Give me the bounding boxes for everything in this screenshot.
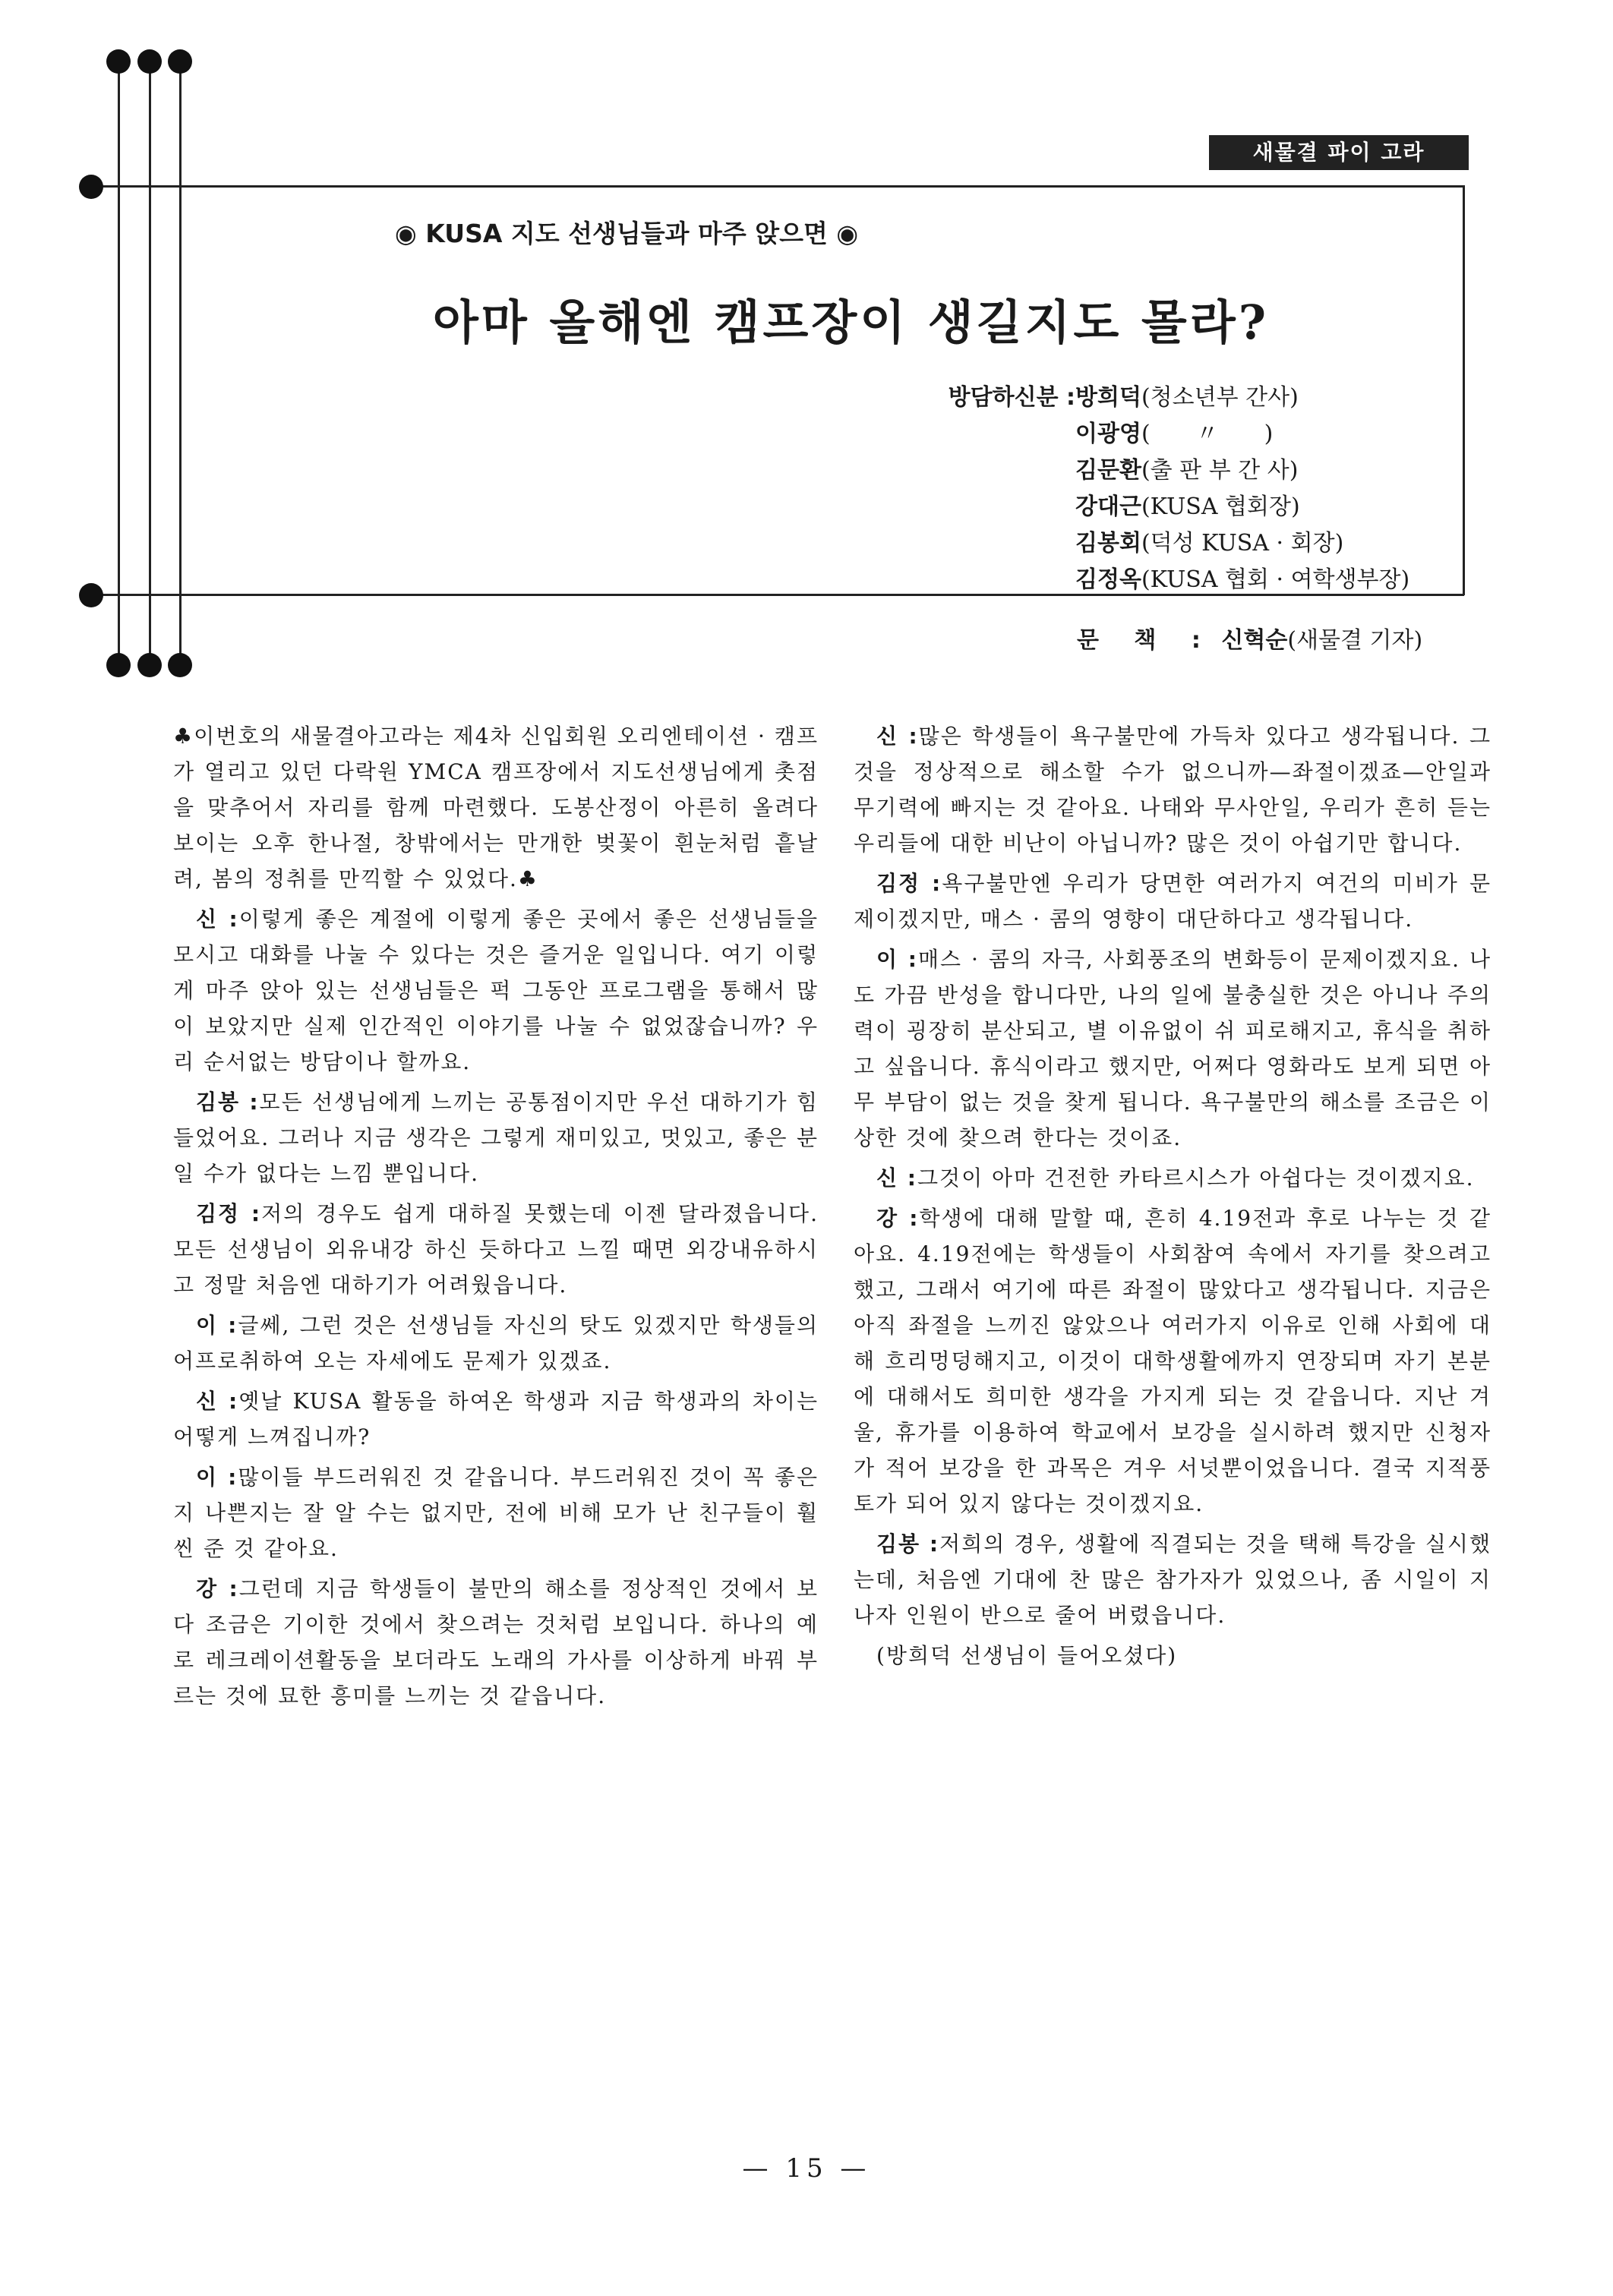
frame-right-line: [1463, 185, 1465, 595]
speaker-label: 신 :: [196, 907, 239, 932]
ornament-dot: [106, 49, 131, 74]
participant-name: 김봉회: [1075, 530, 1141, 557]
dialogue-paragraph: [854, 941, 1491, 1156]
dialogue-paragraph: [173, 901, 819, 1080]
speaker-label: 김정 :: [196, 1201, 262, 1226]
section-tag: 새물결 파이 고라: [1209, 135, 1469, 170]
participants-list: [910, 380, 1409, 598]
speaker-label: 이 :: [196, 1313, 238, 1338]
speaker-label: 김정 :: [876, 871, 942, 896]
dialogue-paragraph: [854, 1160, 1491, 1196]
ornament-dot: [168, 49, 192, 74]
paragraph-text: 학생에 대해 말할 때, 흔히 4.19전과 후로 나누는 것 같아요. 4.19전에는 학생들이 사회참여 속에서 자기를 찾으려고 했고, 그래서 여기에 따른 좌절이 많았다고 생각됩니다. 지금은 아직 좌절을 느끼진 않았으나 여러가지 이유로 인해 사회에 대해 흐리멍덩해지고, 이것이 대학생활에까지 연장되며 자기 본분에 대해서도 희미한 생각을 가지게 되는 것 같읍니다. 지난 겨울, 휴가를 이용하여 학교에서 보강을 실시하려 했지만 신청자가 적어 보강을 한 과목은 겨우 서넛뿐이었읍니다. 결국 지적풍토가 되어 있지 않다는 것이겠지요.: [854, 1206, 1491, 1516]
participant-row: [910, 380, 1409, 416]
paragraph-text: 욕구불만엔 우리가 당면한 여러가지 여건의 미비가 문제이겠지만, 매스 · 콤의 영향이 대단하다고 생각됩니다.: [854, 871, 1491, 932]
speaker-label: 이 :: [196, 1465, 238, 1490]
frame-vertical-line: [118, 61, 120, 676]
dialogue-paragraph: [173, 1307, 819, 1379]
paragraph-text: 많이들 부드러워진 것 같읍니다. 부드러워진 것이 꼭 좋은지 나쁜지는 잘 알 수는 없지만, 전에 비해 모가 난 친구들이 훨씬 준 것 같아요.: [173, 1465, 819, 1561]
ornament-dot: [168, 653, 192, 677]
ornament-dot: [79, 583, 103, 607]
speaker-label: 강 :: [196, 1576, 239, 1601]
dialogue-paragraph: [854, 1526, 1491, 1633]
participant-row: [910, 525, 1409, 562]
paragraph-text: 글쎄, 그런 것은 선생님들 자신의 탓도 있겠지만 학생들의 어프로취하여 오는 자세에도 문제가 있겠죠.: [173, 1313, 819, 1374]
ornament-dot: [137, 49, 162, 74]
article-title: 아마 올해엔 캠프장이 생길지도 몰라?: [433, 295, 1270, 350]
ornament-dot: [137, 653, 162, 677]
participant-name: 이광영: [1075, 421, 1141, 447]
paragraph-text: ♣이번호의 새물결아고라는 제4차 신입회원 오리엔테이션 · 캠프가 열리고 있던 다락원 YMCA 캠프장에서 지도선생님에게 촛점을 맞추어서 자리를 함께 마련했다. 도봉산정이 아른히 올려다 보이는 오후 한나절, 창밖에서는 만개한 벚꽃이 흰눈처럼 흩날려, 봄의 정취를 만끽할 수 있었다.♣: [173, 724, 819, 891]
paragraph-text: 저의 경우도 쉽게 대하질 못했는데 이젠 달라졌읍니다. 모든 선생님이 외유내강 하신 듯하다고 느낄 때면 외강내유하시고 정말 처음엔 대하기가 어려웠읍니다.: [173, 1201, 819, 1298]
dialogue-paragraph: [854, 866, 1491, 937]
moderator-role: (새물결 기자): [1287, 627, 1423, 654]
paragraph-text: 저희의 경우, 생활에 직결되는 것을 택해 특강을 실시했는데, 처음엔 기대에 찬 많은 참가자가 있었으나, 좀 시일이 지나자 인원이 반으로 줄어 버렸읍니다.: [854, 1531, 1492, 1628]
participant-name: 방희덕: [1075, 384, 1141, 411]
dialogue-paragraph: [854, 718, 1491, 861]
participant-role: (KUSA 협회장): [1141, 494, 1300, 520]
participant-row: [910, 562, 1409, 598]
intro-paragraph: [173, 718, 819, 897]
speaker-label: 김봉 :: [196, 1090, 260, 1115]
paragraph-text: 그것이 아마 건전한 카타르시스가 아쉽다는 것이겠지요.: [917, 1165, 1475, 1191]
speaker-label: 김봉 :: [876, 1531, 940, 1556]
ornament-dot: [106, 653, 131, 677]
dialogue-paragraph: [173, 1196, 819, 1303]
participant-role: (덕성 KUSA · 회장): [1141, 530, 1344, 557]
dialogue-paragraph: [173, 1084, 819, 1191]
ornament-dot: [79, 175, 103, 199]
participant-name: 김문환: [1075, 457, 1141, 484]
participant-row: [910, 489, 1409, 525]
participant-role: (청소년부 간사): [1141, 384, 1299, 411]
speaker-label: 신 :: [876, 724, 919, 749]
dialogue-paragraph: [173, 1459, 819, 1566]
moderator-label: 문 책 :: [1077, 627, 1214, 654]
paragraph-text: 이렇게 좋은 계절에 이렇게 좋은 곳에서 좋은 선생님들을 모시고 대화를 나눌 수 있다는 것은 즐거운 일입니다. 여기 이렇게 마주 앉아 있는 선생님들은 퍽 그동안 프로그램을 통해서 많이 보았지만 실제 인간적인 이야기를 나눌 수 없었잖습니까? 우리 순서없는 방담이나 할까요.: [173, 907, 819, 1074]
dialogue-paragraph: [854, 1200, 1491, 1522]
frame-top-line: [90, 185, 1464, 188]
moderator-name: 신혁순: [1221, 627, 1288, 654]
closing-note: (방희덕 선생님이 들어오셨다): [876, 1643, 1178, 1668]
speaker-label: 강 :: [876, 1206, 920, 1231]
moderator-line: [1077, 621, 1422, 654]
page-number: — 15 —: [742, 2153, 871, 2184]
participant-role: (출 판 부 간 사): [1141, 457, 1299, 484]
participant-row: [910, 416, 1409, 453]
participants-label: 방담하신분 :: [948, 384, 1075, 411]
article-subtitle: ◉ KUSA 지도 선생님들과 마주 앉으면 ◉: [395, 219, 859, 248]
speaker-label: 신 :: [196, 1389, 239, 1414]
paragraph-text: 그런데 지금 학생들이 불만의 해소를 정상적인 것에서 보다 조금은 기이한 것에서 찾으려는 것처럼 보입니다. 하나의 예로 레크레이션활동을 보더라도 노래의 가사를 이상하게 바꿔 부르는 것에 묘한 흥미를 느끼는 것 같읍니다.: [173, 1576, 819, 1708]
participant-name: 김정옥: [1075, 566, 1141, 593]
participant-role: ( 〃 ): [1141, 421, 1274, 447]
frame-vertical-line: [149, 61, 151, 676]
dialogue-paragraph: [173, 1571, 819, 1714]
participant-row: [910, 453, 1409, 489]
frame-vertical-line: [179, 61, 182, 676]
paragraph-text: 옛날 KUSA 활동을 하여온 학생과 지금 학생과의 차이는 어떻게 느껴집니까?: [173, 1389, 819, 1449]
dialogue-paragraph: [173, 1383, 819, 1455]
paragraph-text: 모든 선생님에게 느끼는 공통점이지만 우선 대하기가 힘들었어요. 그러나 지금 생각은 그렇게 재미있고, 멋있고, 좋은 분일 수가 없다는 느낌 뿐입니다.: [173, 1090, 819, 1186]
participant-name: 강대근: [1075, 494, 1141, 520]
right-column: [854, 718, 1491, 1678]
paragraph-text: 많은 학생들이 욕구불만에 가득차 있다고 생각됩니다. 그것을 정상적으로 해소할 수가 없으니까—좌절이겠죠—안일과 무기력에 빠지는 것 같아요. 나태와 무사안일, 우리가 흔히 듣는 우리들에 대한 비난이 아닙니까? 많은 것이 아쉽기만 합니다.: [854, 724, 1491, 856]
speaker-label: 이 :: [876, 947, 918, 972]
left-column: [173, 718, 819, 1718]
paragraph-text: 매스 · 콤의 자극, 사회풍조의 변화등이 문제이겠지요. 나도 가끔 반성을 합니다만, 나의 일에 불충실한 것은 아니나 주의력이 굉장히 분산되고, 별 이유없이 쉬 피로해지고, 휴식을 취하고 싶읍니다. 휴식이라고 했지만, 어쩌다 영화라도 보게 되면 아무 부담이 없는 것을 찾게 됩니다. 욕구불만의 해소를 조금은 이상한 것에 찾으려 한다는 것이죠.: [854, 947, 1492, 1150]
speaker-label: 신 :: [876, 1165, 917, 1191]
participant-role: (KUSA 협회 · 여학생부장): [1141, 566, 1410, 593]
